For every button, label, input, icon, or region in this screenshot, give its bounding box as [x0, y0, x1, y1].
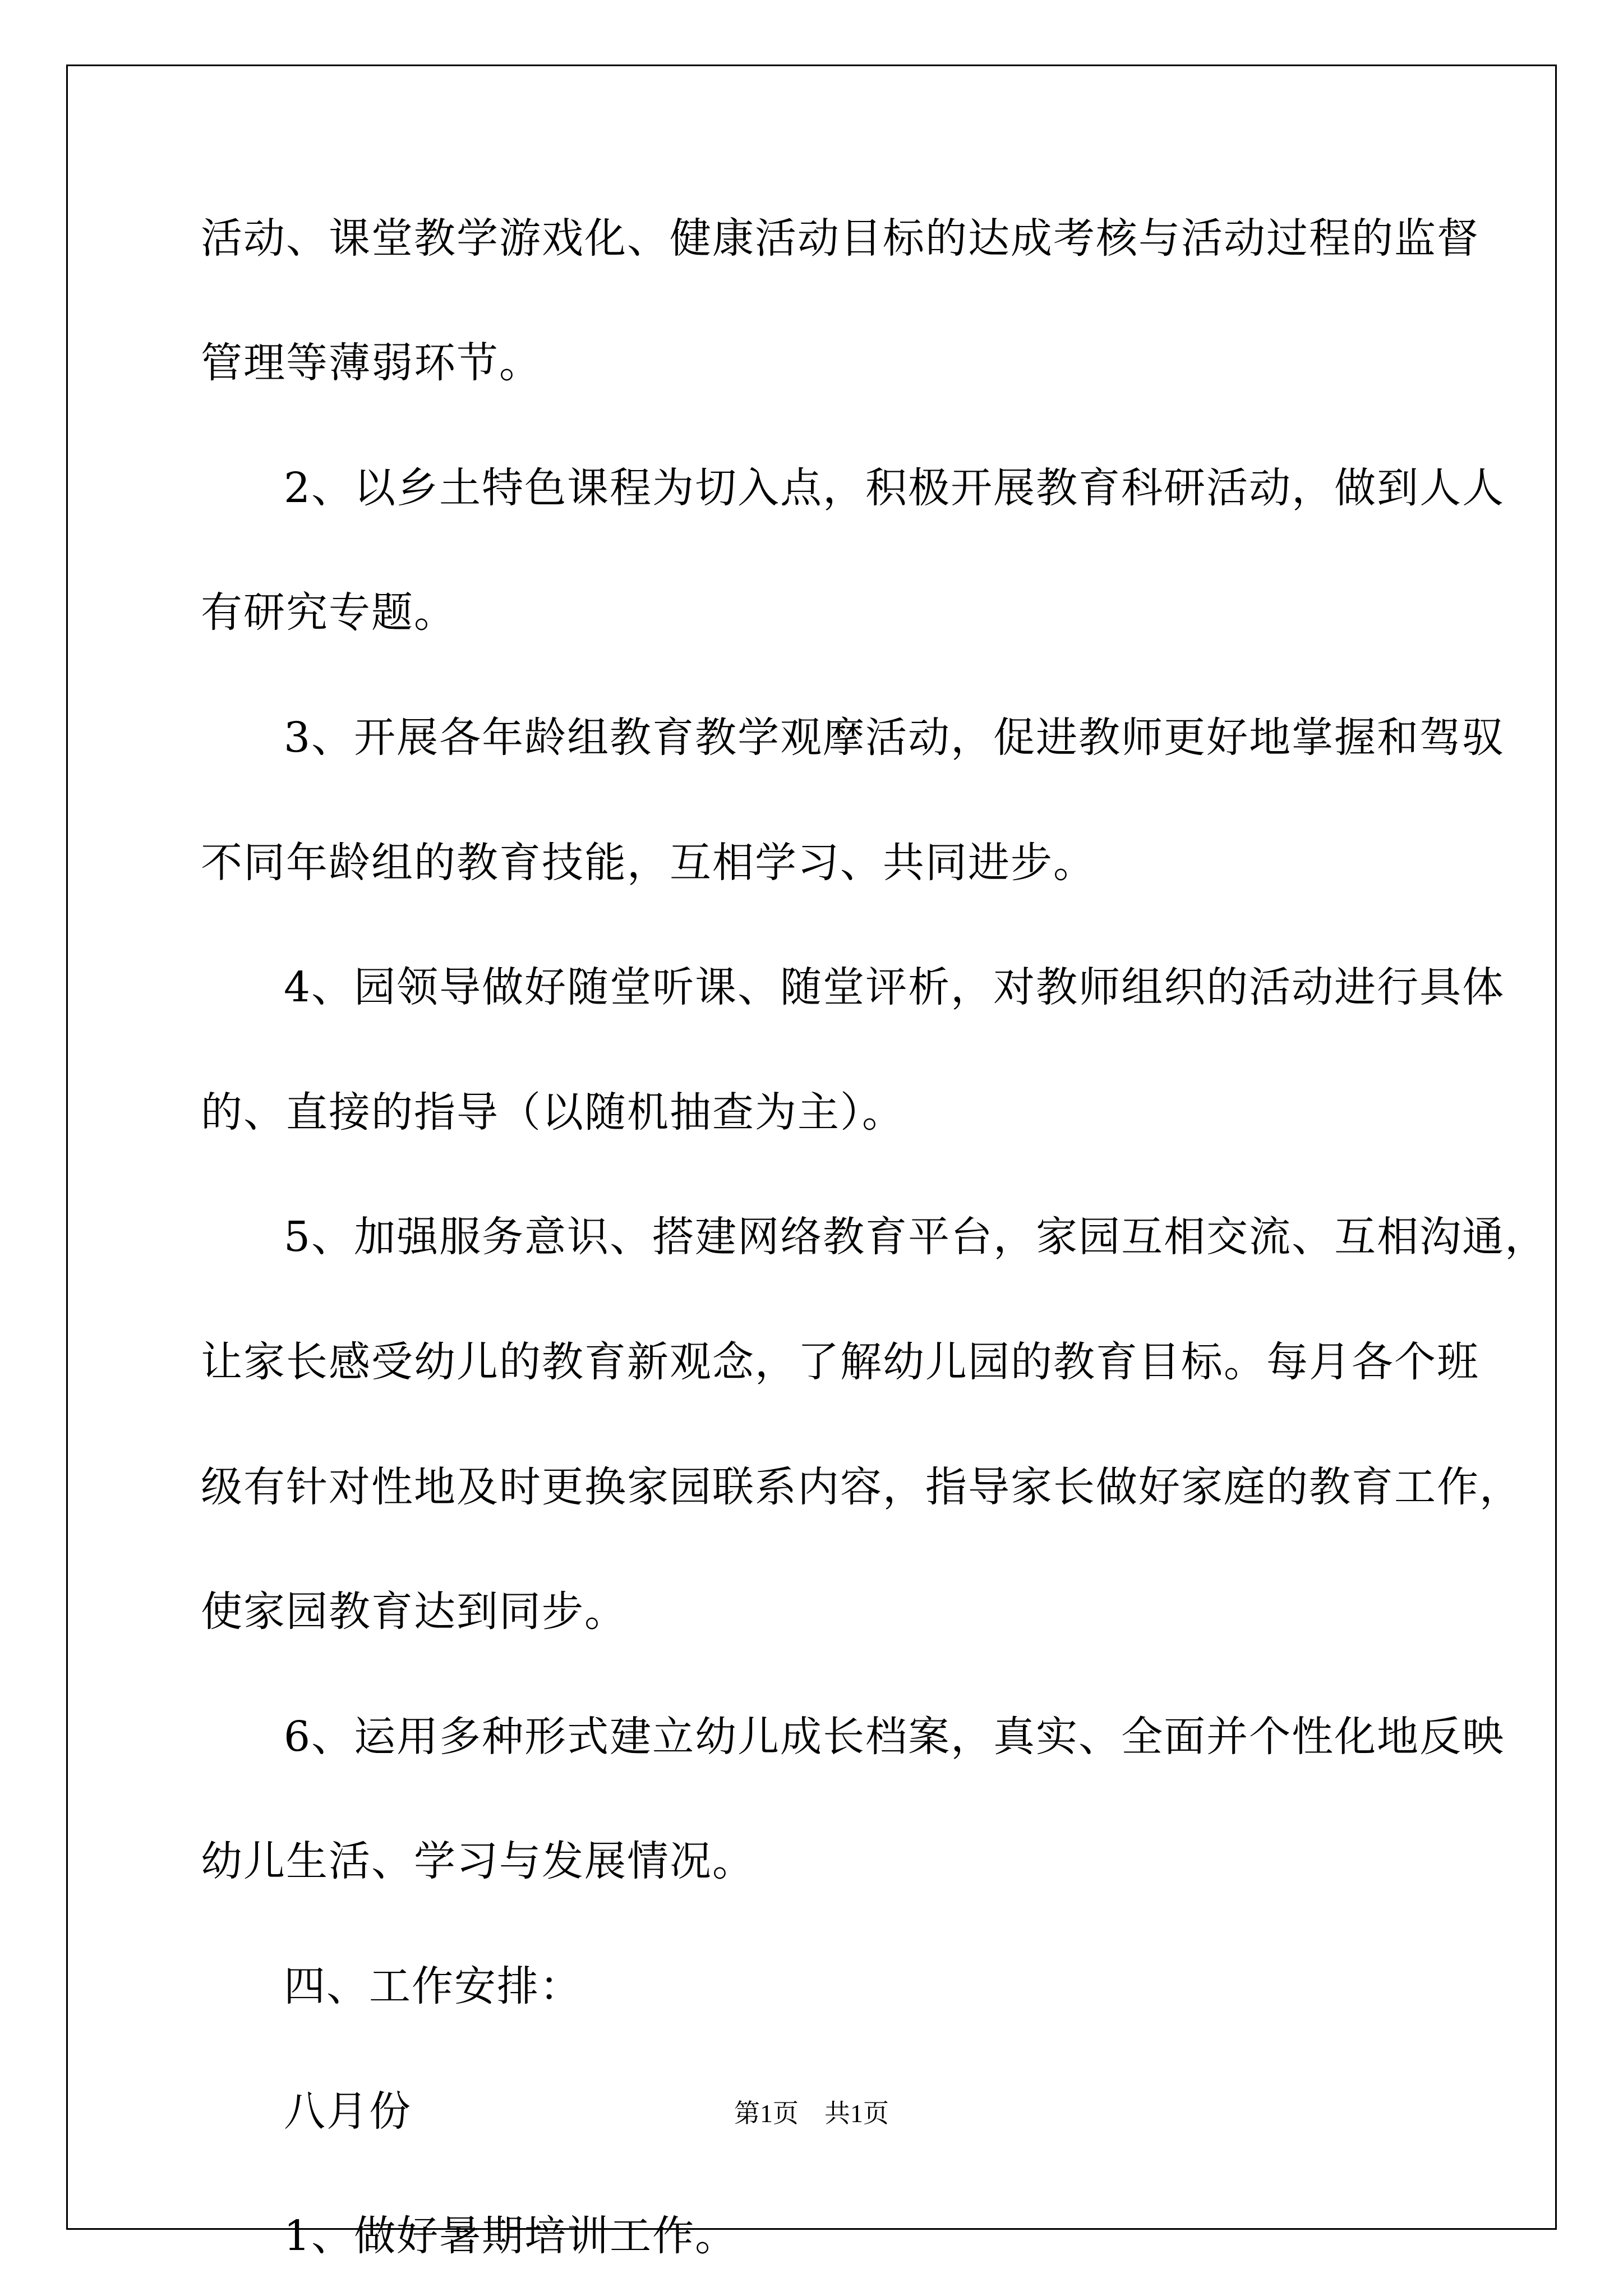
text-line: 级有针对性地及时更换家园联系内容，指导家长做好家庭的教育工作，	[201, 1463, 1522, 1511]
page-number-footer: 第1页 共1页	[734, 2099, 889, 2128]
text-line: 幼儿生活、学习与发展情况。	[201, 1837, 755, 1885]
text-line: 管理等薄弱环节。	[201, 339, 542, 387]
subsection-heading: 八月份	[284, 2087, 412, 2136]
text-line: 4、园领导做好随堂听课、随堂评析，对教师组织的活动进行具体	[284, 963, 1505, 1011]
text-line: 1、做好暑期培训工作。	[284, 2212, 738, 2260]
text-line: 5、加强服务意识、搭建网络教育平台，家园互相交流、互相沟通，	[284, 1213, 1548, 1261]
text-line: 不同年龄组的教育技能，互相学习、共同进步。	[201, 839, 1096, 887]
text-line: 2、以乡土特色课程为切入点，积极开展教育科研活动，做到人人	[284, 464, 1505, 512]
text-line: 有研究专题。	[201, 588, 457, 637]
text-line: 使家园教育达到同步。	[201, 1588, 627, 1636]
page-border	[66, 65, 1557, 2230]
text-line: 活动、课堂教学游戏化、健康活动目标的达成考核与活动过程的监督	[201, 214, 1479, 263]
text-line: 6、运用多种形式建立幼儿成长档案，真实、全面并个性化地反映	[284, 1713, 1505, 1761]
section-heading: 四、工作安排：	[284, 1962, 582, 2010]
text-line: 3、开展各年龄组教育教学观摩活动，促进教师更好地掌握和驾驭	[284, 714, 1505, 762]
text-line: 让家长感受幼儿的教育新观念，了解幼儿园的教育目标。每月各个班	[201, 1338, 1479, 1386]
text-line: 的、直接的指导（以随机抽查为主）。	[201, 1088, 905, 1137]
